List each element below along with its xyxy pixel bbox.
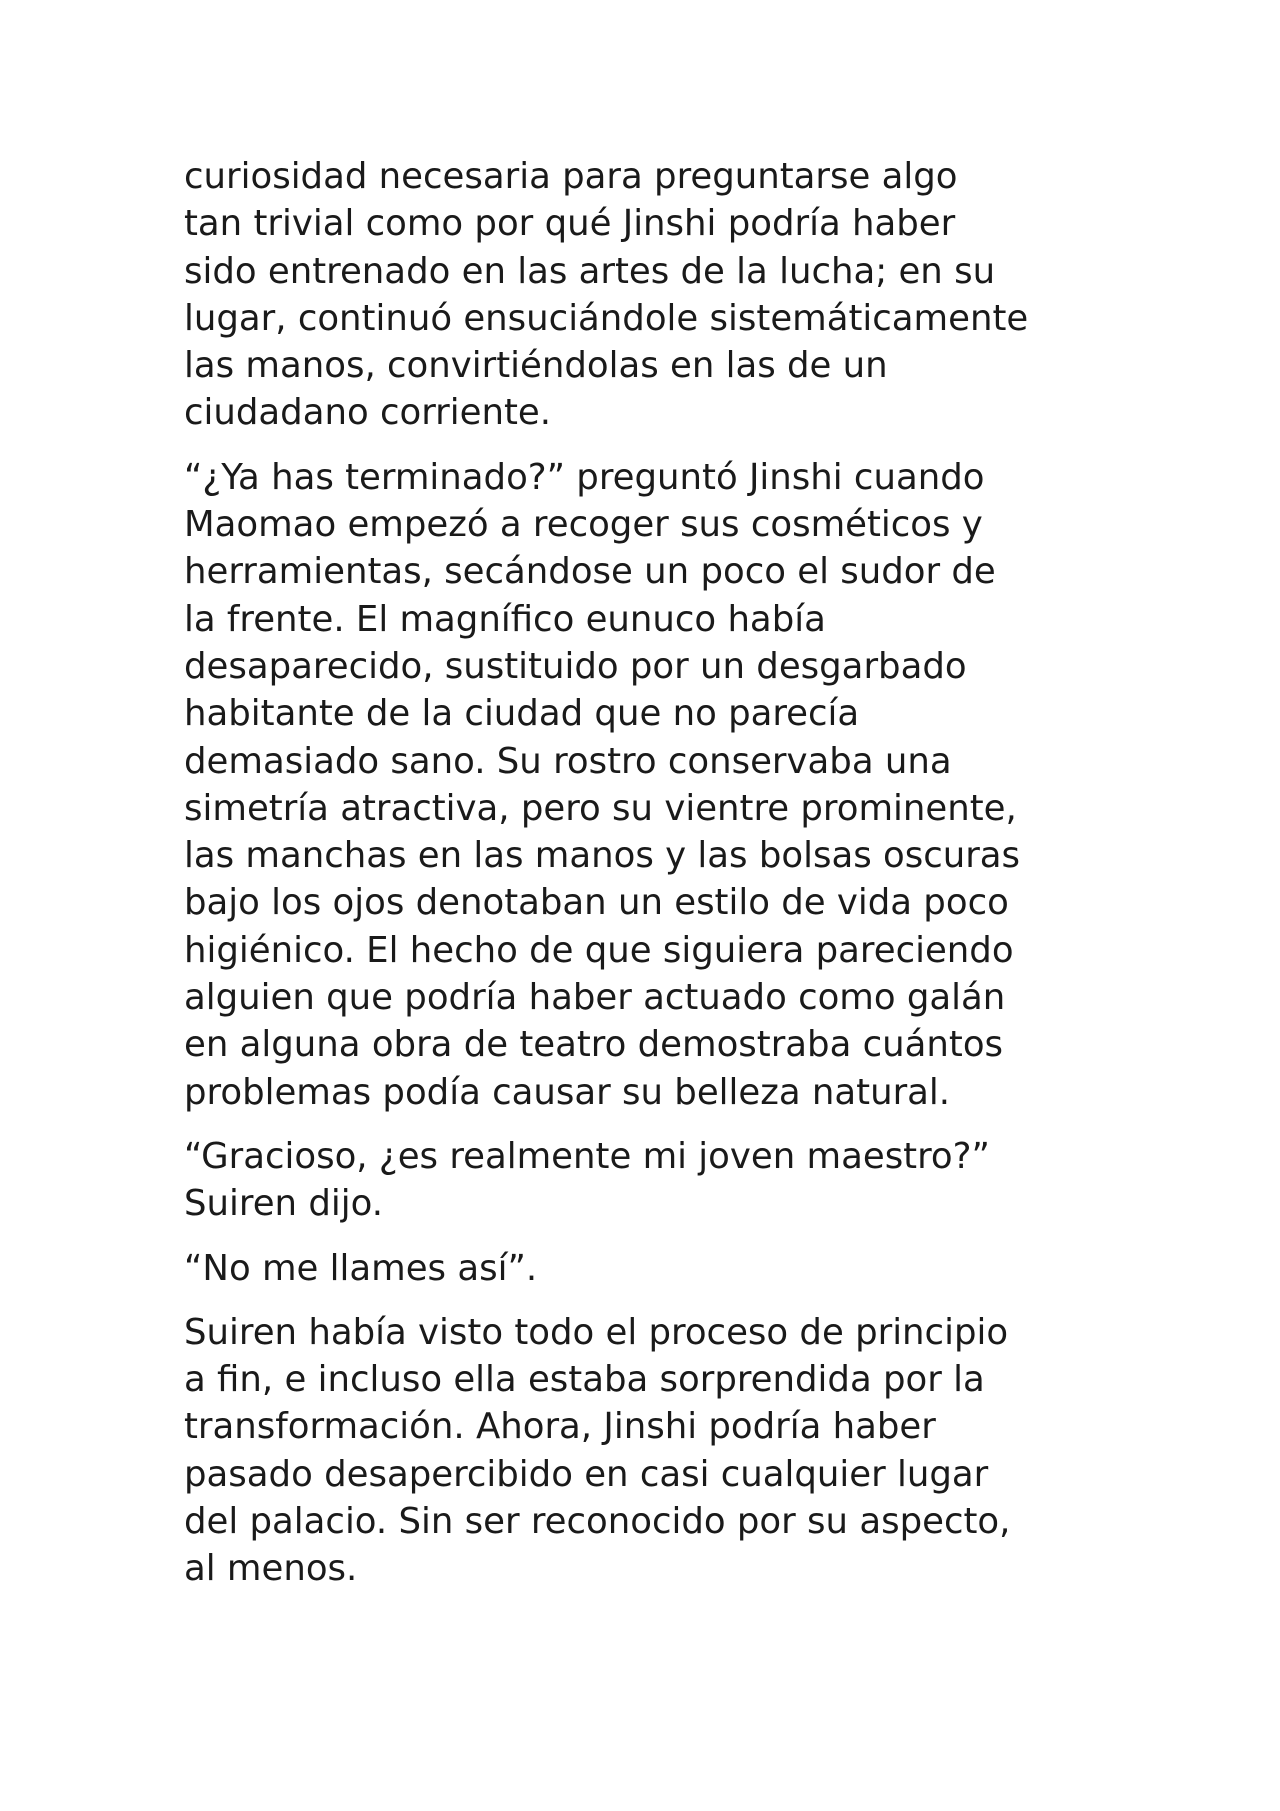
paragraph-3 [184, 1133, 1124, 1228]
text-line: “Gracioso, ¿es realmente mi joven maestro?” [184, 1135, 990, 1177]
text-line: las manos, convirtiéndolas en las de un [184, 345, 888, 387]
text-line: tan trivial como por qué Jinshi podría haber [184, 203, 956, 245]
text-line: sido entrenado en las artes de la lucha; en su [184, 250, 996, 292]
paragraph-5 [184, 1309, 1124, 1593]
text-line: la frente. El magnífico eunuco había [184, 598, 826, 640]
paragraph-4 [184, 1245, 1124, 1292]
text-line: habitante de la ciudad que no parecía [184, 693, 860, 735]
text-line: ciudadano corriente. [184, 392, 552, 434]
text-line: Suiren había visto todo el proceso de principio [184, 1311, 1009, 1353]
text-line: Maomao empezó a recoger sus cosméticos y [184, 504, 983, 546]
text-line: desaparecido, sustituido por un desgarbado [184, 645, 967, 687]
text-line: transformación. Ahora, Jinshi podría haber [184, 1406, 936, 1448]
text-line: “¿Ya has terminado?” preguntó Jinshi cuando [184, 456, 985, 498]
text-line: Suiren dijo. [184, 1183, 383, 1225]
text-line: higiénico. El hecho de que siguiera pareciendo [184, 929, 1014, 971]
text-line: “No me llames así”. [184, 1247, 538, 1289]
text-line: las manchas en las manos y las bolsas oscuras [184, 835, 1021, 877]
text-line: pasado desapercibido en casi cualquier lugar [184, 1453, 989, 1495]
text-line: bajo los ojos denotaban un estilo de vida poco [184, 882, 1009, 924]
text-line: herramientas, secándose un poco el sudor de [184, 551, 996, 593]
paragraph-1 [184, 153, 1124, 437]
text-line: a fin, e incluso ella estaba sorprendida por la [184, 1359, 985, 1401]
body-text [184, 153, 1124, 1610]
text-line: del palacio. Sin ser reconocido por su aspecto, [184, 1501, 1011, 1543]
paragraph-2 [184, 454, 1124, 1116]
text-line: en alguna obra de teatro demostraba cuántos [184, 1024, 1004, 1066]
text-line: alguien que podría haber actuado como galán [184, 977, 1006, 1019]
text-line: lugar, continuó ensuciándole sistemáticamente [184, 297, 1029, 339]
text-line: curiosidad necesaria para preguntarse algo [184, 156, 958, 197]
text-line: problemas podía causar su belleza natural. [184, 1071, 951, 1113]
text-line: al menos. [184, 1548, 358, 1590]
text-line: demasiado sano. Su rostro conservaba una [184, 740, 952, 782]
text-line: simetría atractiva, pero su vientre prominente, [184, 787, 1017, 829]
